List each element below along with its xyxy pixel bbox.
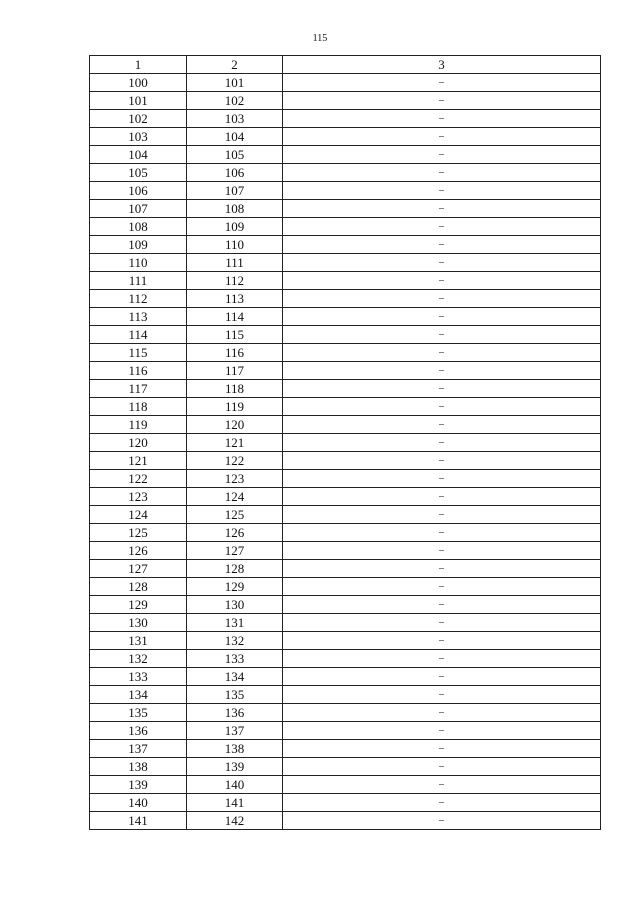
table-cell-col1: 103	[90, 128, 187, 146]
table-cell-col3: –	[283, 578, 601, 596]
table-cell-col1: 102	[90, 110, 187, 128]
table-cell-col1: 122	[90, 470, 187, 488]
table-row	[90, 758, 601, 776]
table-cell-col2: 108	[187, 200, 283, 218]
column-header-2: 2	[187, 56, 283, 74]
table-cell-col1: 123	[90, 488, 187, 506]
table-cell-col1: 134	[90, 686, 187, 704]
table-cell-col3: –	[283, 272, 601, 290]
data-table	[89, 55, 601, 830]
table-cell-col3: –	[283, 236, 601, 254]
table-cell-col1: 138	[90, 758, 187, 776]
table-row	[90, 164, 601, 182]
column-header-1: 1	[90, 56, 187, 74]
table-cell-col3: –	[283, 110, 601, 128]
table-cell-col1: 136	[90, 722, 187, 740]
table-row	[90, 218, 601, 236]
table-row	[90, 668, 601, 686]
table-cell-col1: 106	[90, 182, 187, 200]
table-cell-col3: –	[283, 776, 601, 794]
table-cell-col1: 101	[90, 92, 187, 110]
table-cell-col2: 102	[187, 92, 283, 110]
table-cell-col2: 139	[187, 758, 283, 776]
table-cell-col3: –	[283, 596, 601, 614]
table-cell-col1: 133	[90, 668, 187, 686]
table-cell-col3: –	[283, 416, 601, 434]
table-row	[90, 290, 601, 308]
table-cell-col2: 111	[187, 254, 283, 272]
table-row	[90, 722, 601, 740]
table-cell-col3: –	[283, 74, 601, 92]
table-cell-col3: –	[283, 398, 601, 416]
table-cell-col1: 119	[90, 416, 187, 434]
table-cell-col1: 129	[90, 596, 187, 614]
table-cell-col2: 122	[187, 452, 283, 470]
table-row	[90, 560, 601, 578]
table-cell-col3: –	[283, 704, 601, 722]
table-row	[90, 380, 601, 398]
table-cell-col3: –	[283, 92, 601, 110]
table-row	[90, 650, 601, 668]
table-row	[90, 200, 601, 218]
table-cell-col1: 125	[90, 524, 187, 542]
table-row	[90, 686, 601, 704]
table-row	[90, 542, 601, 560]
table-cell-col3: –	[283, 218, 601, 236]
table-cell-col3: –	[283, 326, 601, 344]
table-row	[90, 128, 601, 146]
table-cell-col2: 117	[187, 362, 283, 380]
column-header-3: 3	[283, 56, 601, 74]
table-row	[90, 632, 601, 650]
table-cell-col1: 121	[90, 452, 187, 470]
table-cell-col1: 117	[90, 380, 187, 398]
table-cell-col2: 118	[187, 380, 283, 398]
table-header	[90, 56, 601, 74]
table-cell-col2: 106	[187, 164, 283, 182]
table-cell-col3: –	[283, 164, 601, 182]
table-row	[90, 794, 601, 812]
table-cell-col2: 134	[187, 668, 283, 686]
table-cell-col2: 128	[187, 560, 283, 578]
table-cell-col2: 124	[187, 488, 283, 506]
table-row	[90, 398, 601, 416]
table-cell-col3: –	[283, 812, 601, 830]
table-cell-col1: 118	[90, 398, 187, 416]
table-cell-col2: 123	[187, 470, 283, 488]
page-number: 115	[312, 33, 328, 44]
table-cell-col1: 128	[90, 578, 187, 596]
table-cell-col3: –	[283, 758, 601, 776]
table-row	[90, 416, 601, 434]
table-row	[90, 110, 601, 128]
table-cell-col3: –	[283, 542, 601, 560]
table-cell-col2: 114	[187, 308, 283, 326]
table-cell-col2: 109	[187, 218, 283, 236]
table-row	[90, 812, 601, 830]
table-cell-col1: 116	[90, 362, 187, 380]
table-row	[90, 506, 601, 524]
table-cell-col3: –	[283, 722, 601, 740]
table-cell-col2: 103	[187, 110, 283, 128]
table-cell-col3: –	[283, 632, 601, 650]
table-cell-col2: 137	[187, 722, 283, 740]
table-cell-col2: 138	[187, 740, 283, 758]
table-cell-col3: –	[283, 650, 601, 668]
table-cell-col1: 137	[90, 740, 187, 758]
table-cell-col3: –	[283, 506, 601, 524]
table-cell-col2: 140	[187, 776, 283, 794]
table-cell-col1: 130	[90, 614, 187, 632]
table-cell-col2: 120	[187, 416, 283, 434]
table-cell-col2: 113	[187, 290, 283, 308]
table-cell-col3: –	[283, 146, 601, 164]
table-cell-col2: 105	[187, 146, 283, 164]
table-cell-col3: –	[283, 668, 601, 686]
table-cell-col2: 126	[187, 524, 283, 542]
table-cell-col2: 142	[187, 812, 283, 830]
table-row	[90, 308, 601, 326]
table-cell-col2: 107	[187, 182, 283, 200]
table-cell-col1: 139	[90, 776, 187, 794]
table-cell-col1: 112	[90, 290, 187, 308]
table-cell-col1: 100	[90, 74, 187, 92]
table-cell-col1: 141	[90, 812, 187, 830]
table-row	[90, 524, 601, 542]
table-cell-col2: 101	[187, 74, 283, 92]
table-row	[90, 434, 601, 452]
table-cell-col1: 111	[90, 272, 187, 290]
table-cell-col2: 110	[187, 236, 283, 254]
table-cell-col2: 132	[187, 632, 283, 650]
table-cell-col2: 135	[187, 686, 283, 704]
table-cell-col1: 132	[90, 650, 187, 668]
table-cell-col3: –	[283, 434, 601, 452]
table-cell-col3: –	[283, 794, 601, 812]
table-cell-col2: 125	[187, 506, 283, 524]
table-cell-col3: –	[283, 452, 601, 470]
table-cell-col2: 130	[187, 596, 283, 614]
table-cell-col2: 133	[187, 650, 283, 668]
table-row	[90, 614, 601, 632]
table-cell-col2: 131	[187, 614, 283, 632]
table-cell-col3: –	[283, 362, 601, 380]
table-cell-col2: 121	[187, 434, 283, 452]
table-cell-col1: 104	[90, 146, 187, 164]
table-row	[90, 146, 601, 164]
table-cell-col1: 114	[90, 326, 187, 344]
table-cell-col3: –	[283, 344, 601, 362]
table-row	[90, 578, 601, 596]
table-cell-col3: –	[283, 182, 601, 200]
table-row	[90, 74, 601, 92]
table-row	[90, 740, 601, 758]
table-cell-col3: –	[283, 308, 601, 326]
table-row	[90, 254, 601, 272]
table-cell-col3: –	[283, 560, 601, 578]
table-row	[90, 326, 601, 344]
table-cell-col1: 120	[90, 434, 187, 452]
table-cell-col1: 140	[90, 794, 187, 812]
table-cell-col1: 131	[90, 632, 187, 650]
table-row	[90, 470, 601, 488]
table-cell-col3: –	[283, 524, 601, 542]
table-cell-col3: –	[283, 686, 601, 704]
table-row	[90, 92, 601, 110]
table-cell-col1: 109	[90, 236, 187, 254]
table-cell-col2: 104	[187, 128, 283, 146]
table-cell-col3: –	[283, 470, 601, 488]
table-row	[90, 488, 601, 506]
table-row	[90, 452, 601, 470]
table-cell-col3: –	[283, 614, 601, 632]
table-cell-col3: –	[283, 380, 601, 398]
table-row	[90, 596, 601, 614]
table-cell-col1: 124	[90, 506, 187, 524]
table-cell-col2: 112	[187, 272, 283, 290]
table-row	[90, 236, 601, 254]
table-cell-col2: 127	[187, 542, 283, 560]
table-cell-col1: 113	[90, 308, 187, 326]
table-cell-col3: –	[283, 128, 601, 146]
table-cell-col2: 115	[187, 326, 283, 344]
table-cell-col1: 110	[90, 254, 187, 272]
table-cell-col3: –	[283, 200, 601, 218]
table-cell-col2: 129	[187, 578, 283, 596]
table-cell-col2: 141	[187, 794, 283, 812]
table-cell-col3: –	[283, 254, 601, 272]
table-cell-col3: –	[283, 488, 601, 506]
table-cell-col2: 116	[187, 344, 283, 362]
table-row	[90, 182, 601, 200]
table-cell-col3: –	[283, 290, 601, 308]
header-row	[90, 56, 601, 74]
table-row	[90, 344, 601, 362]
table-row	[90, 272, 601, 290]
table-body	[90, 74, 601, 830]
table-cell-col1: 105	[90, 164, 187, 182]
table-cell-col1: 126	[90, 542, 187, 560]
table-cell-col2: 136	[187, 704, 283, 722]
table-cell-col1: 115	[90, 344, 187, 362]
table-cell-col1: 127	[90, 560, 187, 578]
table-cell-col1: 135	[90, 704, 187, 722]
table-row	[90, 704, 601, 722]
table-row	[90, 776, 601, 794]
table-row	[90, 362, 601, 380]
table-cell-col1: 108	[90, 218, 187, 236]
table-cell-col3: –	[283, 740, 601, 758]
table-cell-col1: 107	[90, 200, 187, 218]
table-cell-col2: 119	[187, 398, 283, 416]
